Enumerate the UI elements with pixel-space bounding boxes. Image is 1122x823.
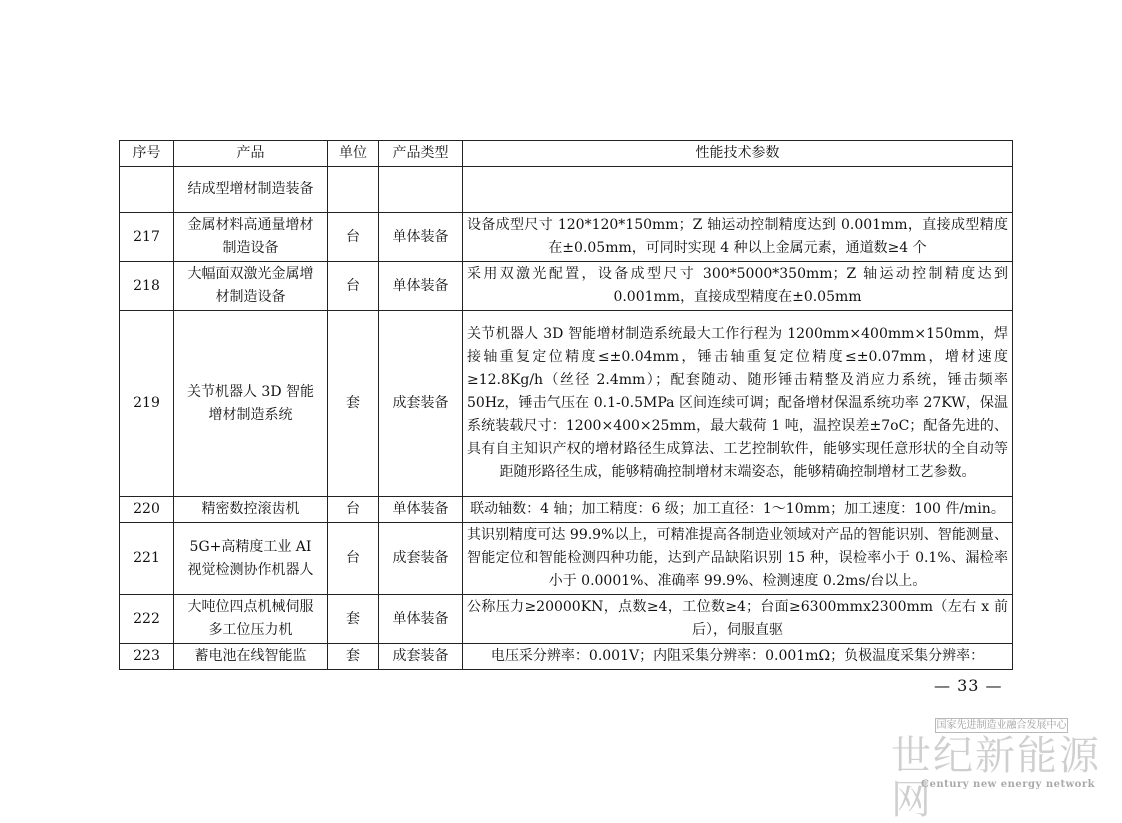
table-row — [120, 644, 1013, 670]
row-params: 关节机器人 3D 智能增材制造系统最大工作行程为 1200mm×400mm×150mm，焊接轴重复定位精度≤±0.04mm，锤击轴重复定位精度≤±0.07mm，增材速度≥12.8Kg/h（丝径 2.4mm）；配套随动、随形锤击精整及消应力系统，锤击频率 50Hz，锤击气压在 0.1-0.5MPa 区间连续可调；配备增材保温系统功率 27KW，保温系统装载尺寸：1200×400×25mm，最大载荷 1 吨，温控误差±7oC；配备先进的、具有自主知识产权的增材路径生成算法、工艺控制软件，能够实现任意形状的全自动等距随形路径生成，能够精确控制增材末端姿态，能够精确控制增材工艺参数。 — [463, 311, 1013, 497]
header-params: 性能技术参数 — [463, 141, 1013, 167]
row-type: 成套装备 — [379, 311, 463, 497]
watermark-banner: 国家先进制造业融合发展中心 — [936, 720, 1067, 731]
row-product: 蓄电池在线智能监 — [174, 644, 328, 670]
row-type: 单体装备 — [379, 595, 463, 644]
row-params: 设备成型尺寸 120*120*150mm；Z 轴运动控制精度达到 0.001mm，直接成型精度在±0.05mm，可同时实现 4 种以上金属元素，通道数≥4 个 — [463, 213, 1013, 262]
row-product: 金属材料高通量增材制造设备 — [174, 213, 328, 262]
row-params: 联动轴数：4 轴；加工精度：6 级；加工直径：1～10mm；加工速度：100 件/min。 — [463, 497, 1013, 523]
row-params: 电压采分辨率：0.001V；内阻采集分辨率：0.001mΩ；负极温度采集分辨率： — [463, 644, 1013, 670]
table-row — [120, 497, 1013, 523]
row-params: 采用双激光配置，设备成型尺寸 300*5000*350mm；Z 轴运动控制精度达到 0.001mm，直接成型精度在±0.05mm — [463, 262, 1013, 311]
row-no: 223 — [120, 644, 174, 670]
row-type: 单体装备 — [379, 262, 463, 311]
header-unit: 单位 — [328, 141, 379, 167]
row-unit: 套 — [328, 595, 379, 644]
table-row — [120, 311, 1013, 497]
table-row — [120, 167, 1013, 213]
row-product: 精密数控滚齿机 — [174, 497, 328, 523]
row-unit: 台 — [328, 497, 379, 523]
table-row — [120, 262, 1013, 311]
row-params: 其识别精度可达 99.9%以上，可精准提高各制造业领域对产品的智能识别、智能测量、智能定位和智能检测四种功能，达到产品缺陷识别 15 种，误检率小于 0.1%、漏检率小于 0.0001%、准确率 99.9%、检测速度 0.2ms/台以上。 — [463, 523, 1013, 595]
row-product: 5G+高精度工业 AI 视觉检测协作机器人 — [174, 523, 328, 595]
row-no: 219 — [120, 311, 174, 497]
row-no: 220 — [120, 497, 174, 523]
table-row — [120, 595, 1013, 644]
table-row — [120, 523, 1013, 595]
row-params: 公称压力≥20000KN，点数≥4，工位数≥4；台面≥6300mmx2300mm（左右 x 前后），伺服直驱 — [463, 595, 1013, 644]
row-unit: 台 — [328, 262, 379, 311]
row-product: 关节机器人 3D 智能增材制造系统 — [174, 311, 328, 497]
header-product: 产品 — [174, 141, 328, 167]
row-no: 217 — [120, 213, 174, 262]
row-product: 大幅面双激光金属增材制造设备 — [174, 262, 328, 311]
table-header-row — [120, 141, 1013, 167]
row-type: 成套装备 — [379, 644, 463, 670]
table-row — [120, 213, 1013, 262]
row-no: 222 — [120, 595, 174, 644]
row-unit: 台 — [328, 523, 379, 595]
row-product: 大吨位四点机械伺服多工位压力机 — [174, 595, 328, 644]
row-type: 单体装备 — [379, 213, 463, 262]
watermark-subtitle: Century new energy network — [921, 779, 1096, 790]
row-type — [379, 167, 463, 213]
row-no — [120, 167, 174, 213]
row-type: 成套装备 — [379, 523, 463, 595]
row-params — [463, 167, 1013, 213]
header-type: 产品类型 — [379, 141, 463, 167]
equipment-table — [119, 140, 1013, 670]
page-number: — 33 — — [934, 676, 1003, 695]
row-no: 218 — [120, 262, 174, 311]
row-type: 单体装备 — [379, 497, 463, 523]
header-no: 序号 — [120, 141, 174, 167]
row-product: 结成型增材制造装备 — [174, 167, 328, 213]
row-no: 221 — [120, 523, 174, 595]
row-unit: 套 — [328, 311, 379, 497]
row-unit: 套 — [328, 644, 379, 670]
row-unit — [328, 167, 379, 213]
row-unit: 台 — [328, 213, 379, 262]
watermark-logo: 世纪新能源网 — [891, 733, 1101, 823]
